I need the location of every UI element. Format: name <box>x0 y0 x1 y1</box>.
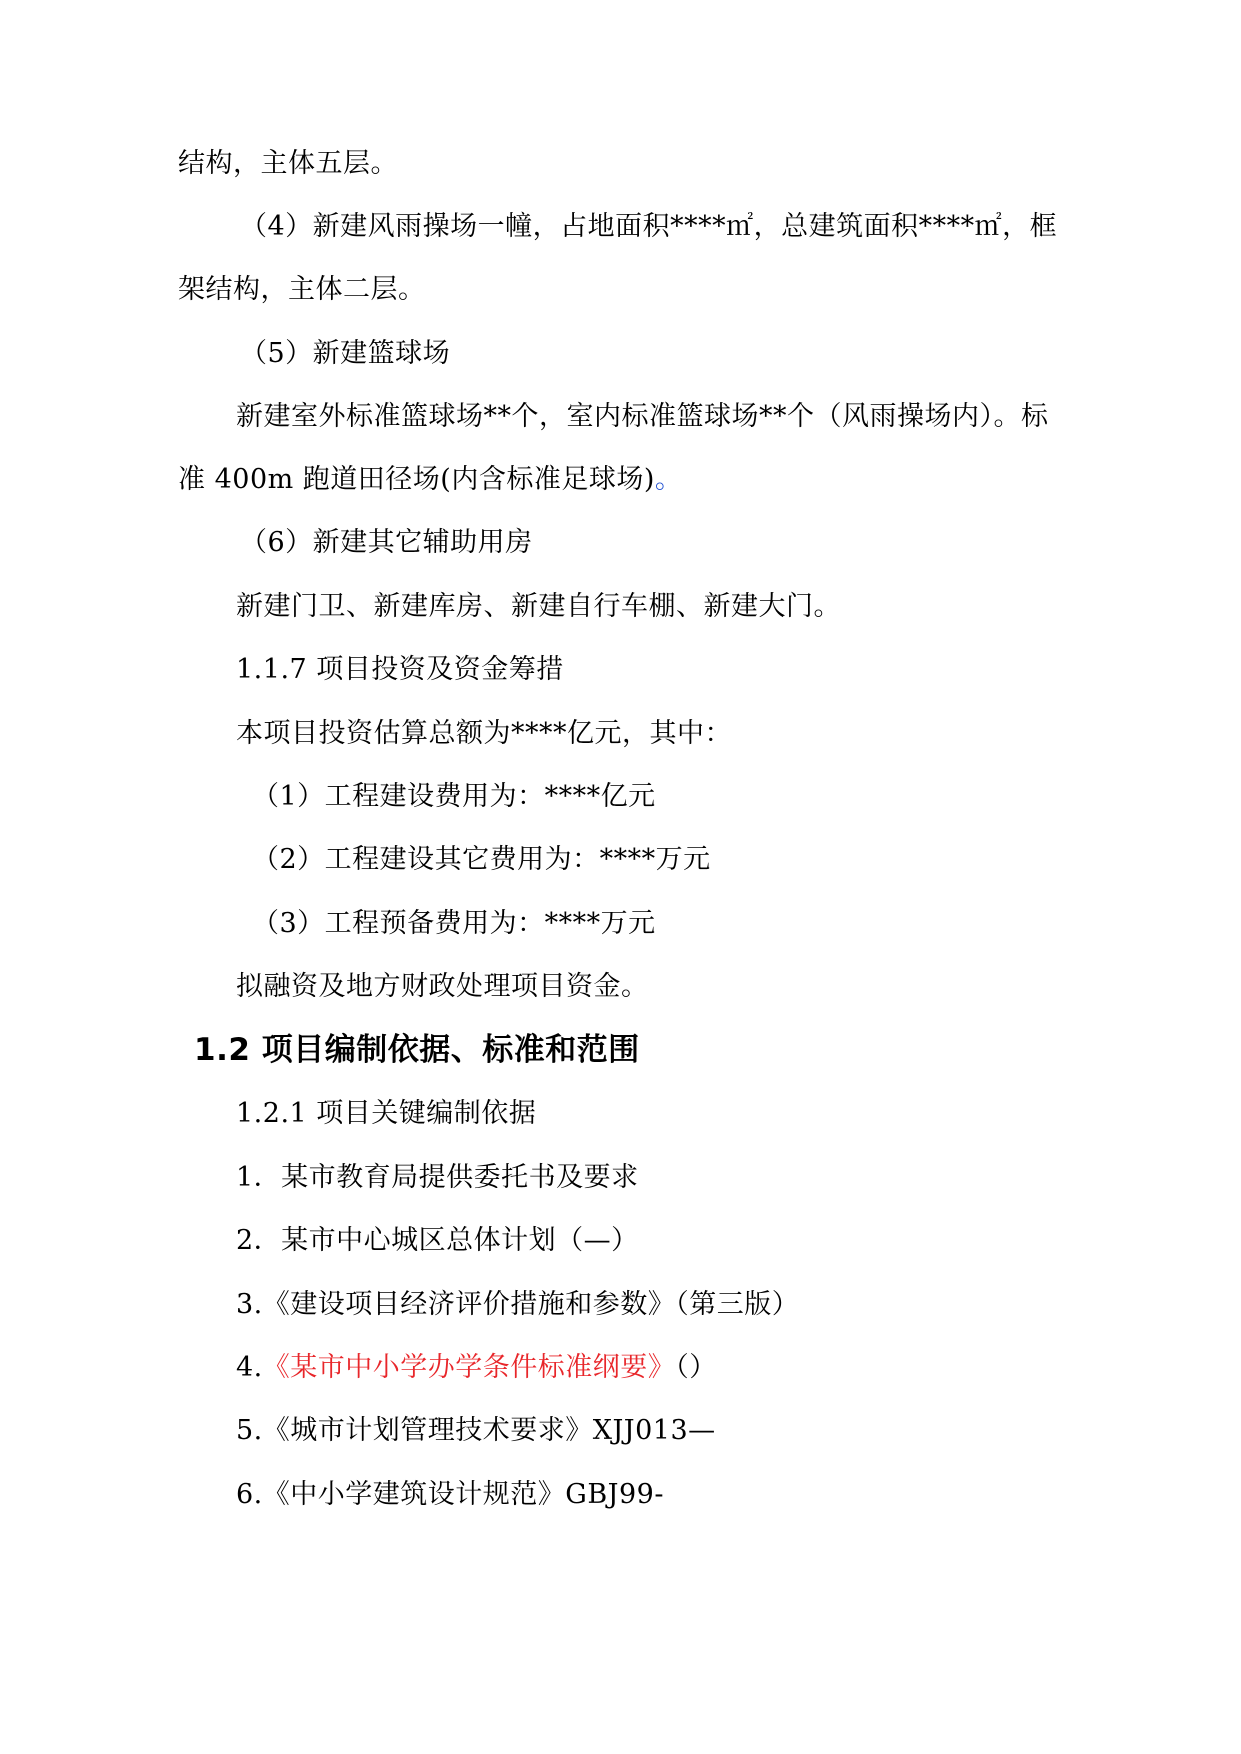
list-item: （3）工程预备费用为：****万元 <box>252 908 656 939</box>
paragraph-line <box>178 462 682 498</box>
list-item: 5.《城市计划管理技术要求》XJJ013— <box>236 1415 716 1446</box>
list-item: 2．某市中心城区总体计划（—） <box>236 1225 639 1256</box>
section-subheading: 1.1.7 项目投资及资金筹措 <box>236 654 564 685</box>
paragraph-line: 拟融资及地方财政处理项目资金。 <box>236 971 649 1002</box>
list-item: 1．某市教育局提供委托书及要求 <box>236 1162 639 1193</box>
paragraph-line: 本项目投资估算总额为****亿元，其中： <box>236 718 732 749</box>
list-item: （2）工程建设其它费用为：****万元 <box>252 844 711 875</box>
paragraph-line: 结构，主体五层。 <box>178 148 398 179</box>
section-subheading: 1.2.1 项目关键编制依据 <box>236 1098 537 1129</box>
paragraph-line: 新建门卫、新建库房、新建自行车棚、新建大门。 <box>236 591 841 622</box>
section-heading: 1.2 项目编制依据、标准和范围 <box>194 1032 640 1068</box>
paragraph-line: （5）新建篮球场 <box>240 338 451 369</box>
list-suffix: （） <box>675 1352 717 1383</box>
paragraph-line: （4）新建风雨操场一幢，占地面积****㎡，总建筑面积****㎡，框 <box>240 211 1058 242</box>
list-item: （1）工程建设费用为：****亿元 <box>252 781 656 812</box>
paragraph-line: 架结构，主体二层。 <box>178 274 426 305</box>
paragraph-text: 准 400m 跑道田径场(内含标准足球场) <box>178 464 655 495</box>
blue-punctuation: 。 <box>654 464 683 495</box>
paragraph-line: 新建室外标准篮球场**个，室内标准篮球场**个（风雨操场内）。标 <box>236 401 1049 432</box>
list-item: 3.《建设项目经济评价措施和参数》（第三版） <box>236 1289 800 1320</box>
highlighted-title: 《某市中小学办学条件标准纲要》 <box>262 1352 676 1383</box>
list-item: 6.《中小学建筑设计规范》GBJ99- <box>236 1479 664 1510</box>
list-item <box>236 1350 717 1386</box>
list-number: 4. <box>236 1352 263 1383</box>
paragraph-line: （6）新建其它辅助用房 <box>240 527 533 558</box>
